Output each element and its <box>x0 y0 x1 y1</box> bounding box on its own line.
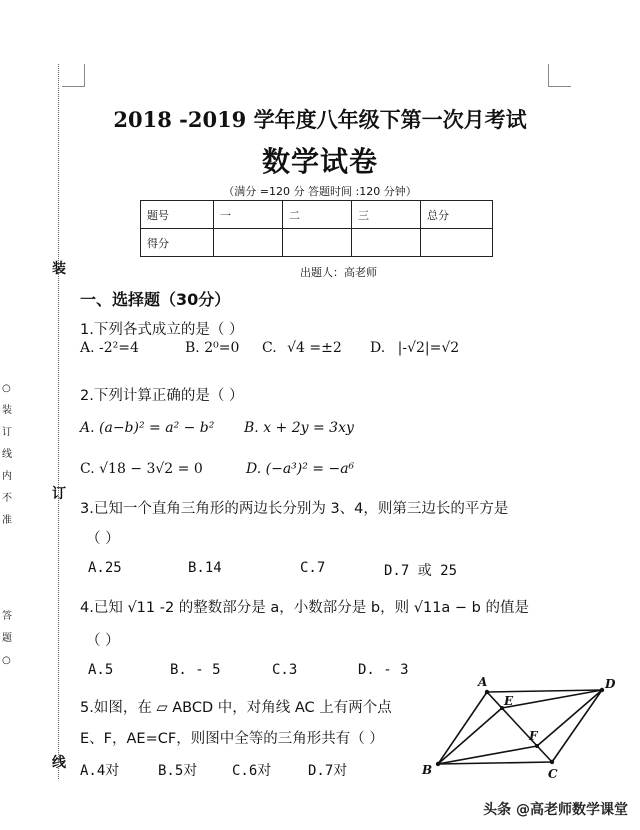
question-1-option-b[interactable]: B. 2⁰=0 <box>185 340 240 356</box>
question-1-stem: 1.下列各式成立的是（ ） <box>80 322 244 338</box>
exam-info: （满分 =120 分 答题时间 :120 分钟） <box>223 185 417 198</box>
score-cell: 总分 <box>421 201 493 229</box>
score-input-cell[interactable] <box>214 229 283 257</box>
label-B: B <box>422 763 433 777</box>
label-D: D <box>605 677 616 691</box>
author-line: 出题人：高老师 <box>300 266 377 279</box>
section-heading: 一、选择题（30分） <box>80 290 231 309</box>
margin-note-char: ○ <box>2 383 11 394</box>
margin-note-char: 准 <box>2 515 12 526</box>
score-cell: 一 <box>214 201 283 229</box>
question-2-option-a[interactable]: A. (a−b)² = a² − b² <box>80 420 215 436</box>
question-4-option-d[interactable]: D. - 3 <box>358 662 409 678</box>
edge-BC <box>438 762 552 764</box>
point-D <box>600 688 604 692</box>
margin-note-char: 不 <box>2 493 12 504</box>
score-table-header-row <box>141 201 493 229</box>
margin-xian: 线 <box>52 755 66 771</box>
question-5-stem-line-2: E、F，AE=CF，则图中全等的三角形共有（ ） <box>80 731 384 747</box>
watermark-text: 头条 @高老师数学课堂 <box>483 802 628 818</box>
question-4-stem: 4.已知 √11 -2 的整数部分是 a，小数部分是 b，则 √11a − b 的值是 <box>80 600 529 616</box>
question-5-option-c[interactable]: C.6对 <box>232 763 272 779</box>
label-F: F <box>529 729 538 743</box>
question-3-option-a[interactable]: A.25 <box>88 560 122 576</box>
score-cell: 三 <box>352 201 421 229</box>
margin-note-char: 装 <box>2 405 12 416</box>
parallelogram-figure <box>410 672 625 784</box>
question-1-option-d[interactable] <box>370 340 459 356</box>
score-cell: 题号 <box>141 201 214 229</box>
question-4-option-b[interactable]: B. - 5 <box>170 662 221 678</box>
margin-ding: 订 <box>52 486 66 502</box>
diagonal-AC <box>487 692 552 762</box>
exam-subtitle: 数学试卷 <box>261 145 378 178</box>
question-4-option-c[interactable]: C.3 <box>272 662 298 678</box>
question-2-option-d[interactable]: D. (−a³)² = −a⁶ <box>246 461 355 477</box>
margin-note <box>2 378 12 532</box>
question-3-option-c[interactable]: C.7 <box>300 560 326 576</box>
margin-note-char: 题 <box>2 633 12 644</box>
question-1-option-a[interactable]: A. -2²=4 <box>80 340 139 356</box>
option-math: |-√2|=√2 <box>397 340 460 356</box>
question-1-option-c[interactable] <box>262 340 342 356</box>
score-input-cell[interactable] <box>421 229 493 257</box>
edge-AD <box>487 690 602 692</box>
question-3-stem: 3.已知一个直角三角形的两边长分别为 3、4，则第三边长的平方是 <box>80 501 509 517</box>
score-table-score-row <box>141 229 493 257</box>
score-input-cell[interactable] <box>283 229 352 257</box>
question-5-option-b[interactable]: B.5对 <box>158 763 198 779</box>
margin-note-char: 答 <box>2 611 12 622</box>
point-F <box>535 744 539 748</box>
question-2-option-b[interactable]: B. x + 2y = 3xy <box>244 420 354 436</box>
option-math: √4 =±2 <box>287 340 342 356</box>
label-A: A <box>478 675 488 689</box>
segment-ED <box>502 690 602 708</box>
page-corner-mark-right <box>548 64 571 87</box>
margin-note-char: 线 <box>2 449 12 460</box>
question-5-stem-line-1: 5.如图，在 ▱ ABCD 中，对角线 AC 上有两个点 <box>80 700 392 716</box>
question-2-option-c[interactable]: C. √18 − 3√2 = 0 <box>80 461 203 477</box>
label-E: E <box>504 694 514 708</box>
question-5-option-d[interactable]: D.7对 <box>308 763 348 779</box>
score-cell: 二 <box>283 201 352 229</box>
point-A <box>485 690 489 694</box>
option-letter: C. <box>262 340 277 356</box>
point-C <box>550 760 554 764</box>
score-cell: 得分 <box>141 229 214 257</box>
exam-title: 2018 -2019 学年度八年级下第一次月考试 <box>113 107 527 132</box>
margin-note-2 <box>2 606 12 672</box>
page-corner-mark-left <box>62 64 85 87</box>
question-3-option-d[interactable]: D.7 或 25 <box>384 563 458 579</box>
question-5-option-a[interactable]: A.4对 <box>80 763 120 779</box>
margin-note-char: ○ <box>2 655 11 666</box>
point-B <box>436 762 440 766</box>
margin-note-char: 内 <box>2 471 12 482</box>
question-4-option-a[interactable]: A.5 <box>88 662 114 678</box>
segment-BF <box>438 746 537 764</box>
question-4-answer-paren: （ ） <box>86 633 120 649</box>
margin-zhuang: 装 <box>52 261 66 277</box>
score-table <box>140 200 493 257</box>
option-letter: D. <box>370 340 386 356</box>
question-3-answer-paren: （ ） <box>86 531 120 547</box>
margin-note-char: 订 <box>2 427 12 438</box>
label-C: C <box>548 767 558 781</box>
question-3-option-b[interactable]: B.14 <box>188 560 222 576</box>
score-input-cell[interactable] <box>352 229 421 257</box>
question-2-stem: 2.下列计算正确的是（ ） <box>80 388 244 404</box>
